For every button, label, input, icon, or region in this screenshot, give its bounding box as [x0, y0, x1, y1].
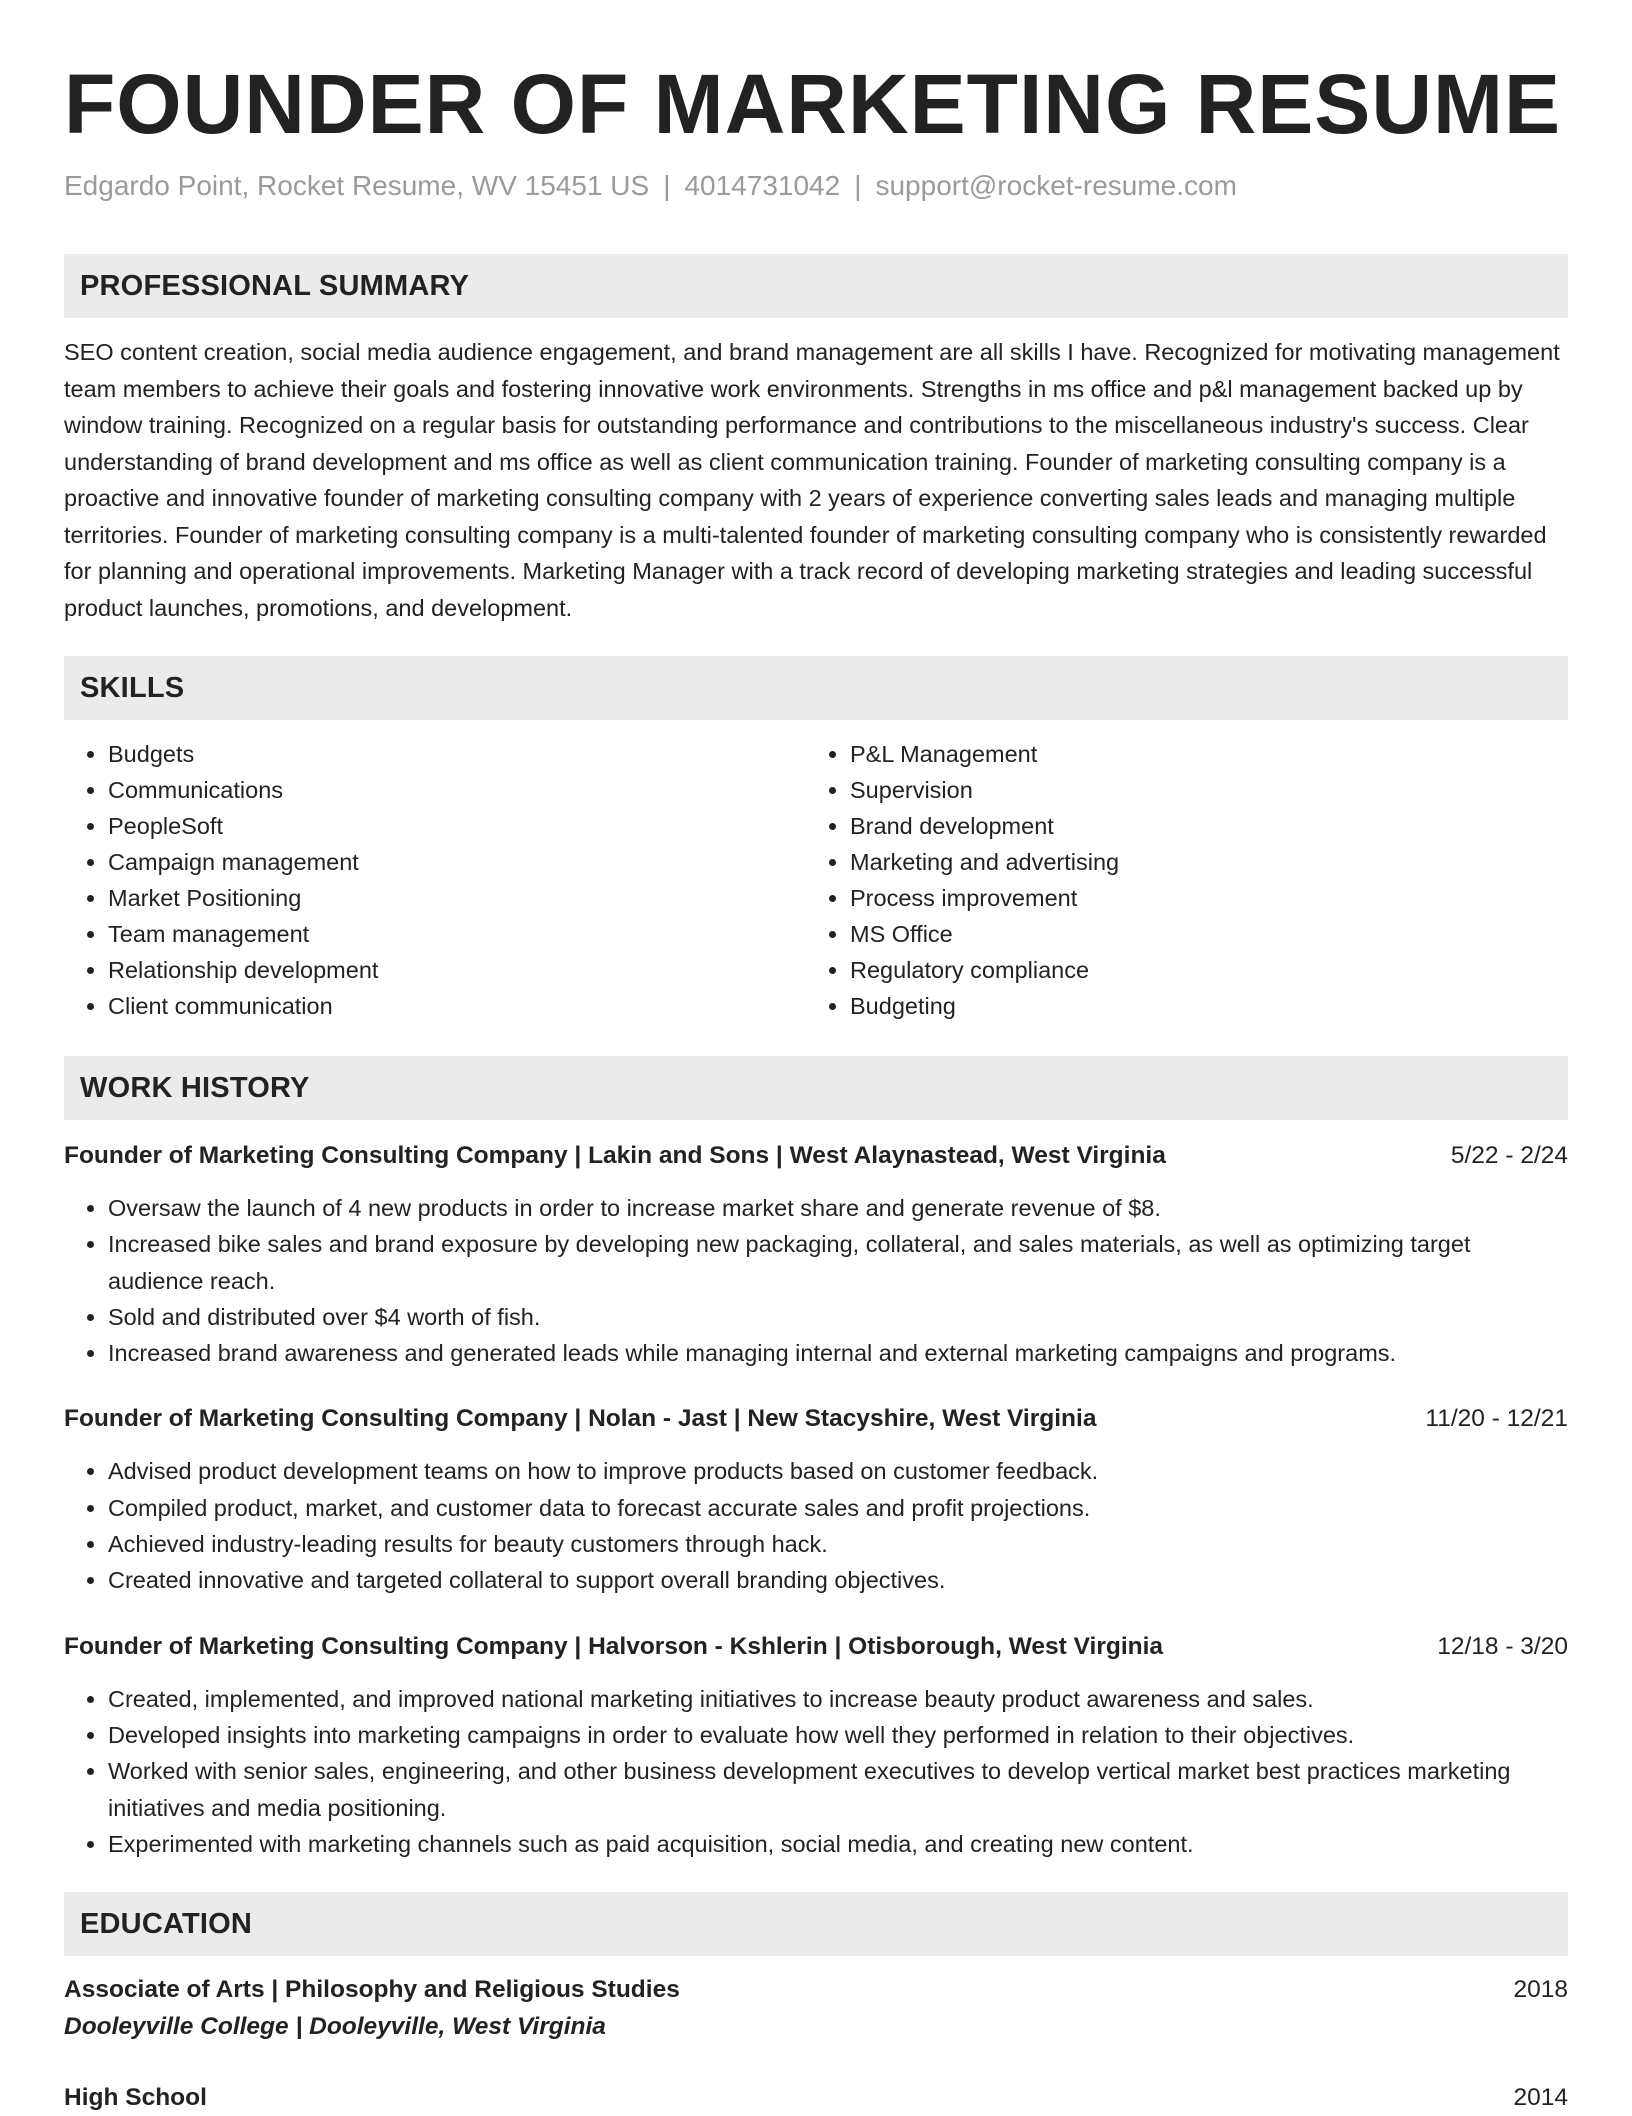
job-bullet: • Oversaw the launch of 4 new products in order to increase market share and generate revenue of $8.: [108, 1190, 1568, 1226]
education-heading: EDUCATION: [64, 1892, 1568, 1956]
job-bullets: [64, 1190, 1568, 1371]
skill-item: • Budgets: [108, 736, 806, 772]
skill-item: • Client communication: [108, 988, 806, 1024]
contact-email[interactable]: support@rocket-resume.com: [875, 170, 1237, 201]
job-title: Founder of Marketing Consulting Company | Nolan - Jast | New Stacyshire, West Virginia: [64, 1405, 1097, 1433]
contact-separator: |: [854, 170, 862, 201]
job-entry: [64, 1138, 1568, 1371]
job-bullet: • Increased bike sales and brand exposure by developing new packaging, collateral, and sales materials, as well as optimizing target audience reach.: [108, 1226, 1568, 1299]
job-bullet: • Increased brand awareness and generated leads while managing internal and external marketing campaigns and programs.: [108, 1335, 1568, 1371]
job-dates: 11/20 - 12/21: [1425, 1405, 1568, 1433]
skill-item: • Relationship development: [108, 952, 806, 988]
education-header: [64, 1972, 1568, 2008]
job-bullet: • Created innovative and targeted collateral to support overall branding objectives.: [108, 1562, 1568, 1598]
education-entry: [64, 1972, 1568, 2046]
job-bullet: • Experimented with marketing channels such as paid acquisition, social media, and creating new content.: [108, 1826, 1568, 1862]
job-bullet: • Achieved industry-leading results for beauty customers through hack.: [108, 1526, 1568, 1562]
skill-item: • Supervision: [850, 772, 1548, 808]
skills-list: [64, 736, 1568, 1024]
skills-column-left: [64, 736, 806, 1024]
contact-separator: |: [663, 170, 671, 201]
skill-item: • MS Office: [850, 916, 1548, 952]
job-bullet: • Created, implemented, and improved national marketing initiatives to increase beauty product awareness and sales.: [108, 1681, 1568, 1717]
skill-item: • Marketing and advertising: [850, 844, 1548, 880]
job-title: Founder of Marketing Consulting Company | Lakin and Sons | West Alaynastead, West Virginia: [64, 1142, 1166, 1169]
education-year: 2018: [1513, 1976, 1568, 2004]
education-year: 2014: [1513, 2084, 1568, 2112]
job-header: [64, 1629, 1568, 1665]
skill-item: • Campaign management: [108, 844, 806, 880]
job-bullet: • Worked with senior sales, engineering, and other business development executives to develop vertical market best practices marketing initiatives and media positioning.: [108, 1753, 1568, 1826]
job-bullet: • Sold and distributed over $4 worth of fish.: [108, 1299, 1568, 1335]
job-bullets: [64, 1453, 1568, 1598]
job-bullets: [64, 1681, 1568, 1862]
skill-item: • P&L Management: [850, 736, 1548, 772]
education-degree: High School: [64, 2084, 207, 2112]
contact-line: [64, 168, 1568, 204]
skill-item: • Regulatory compliance: [850, 952, 1548, 988]
job-dates: 5/22 - 2/24: [1450, 1142, 1568, 1169]
summary-heading: PROFESSIONAL SUMMARY: [64, 254, 1568, 318]
skill-item: • Communications: [108, 772, 806, 808]
job-header: [64, 1138, 1568, 1174]
job-bullet: • Developed insights into marketing campaigns in order to evaluate how well they performed in relation to their objectives.: [108, 1717, 1568, 1753]
skill-item: • Market Positioning: [108, 880, 806, 916]
education-header: [64, 2080, 1568, 2116]
skill-item: • PeopleSoft: [108, 808, 806, 844]
contact-phone: 4014731042: [684, 170, 841, 201]
skill-item: • Brand development: [850, 808, 1548, 844]
job-entry: [64, 1629, 1568, 1862]
job-dates: 12/18 - 3/20: [1437, 1632, 1568, 1660]
work-history-heading: WORK HISTORY: [64, 1056, 1568, 1120]
job-title: Founder of Marketing Consulting Company | Halvorson - Kshlerin | Otisborough, West Virginia: [64, 1632, 1164, 1660]
contact-address: Edgardo Point, Rocket Resume, WV 15451 US: [64, 170, 650, 201]
education-degree: Associate of Arts | Philosophy and Religious Studies: [64, 1976, 680, 2004]
education-entry: [64, 2080, 1568, 2116]
job-entry: [64, 1401, 1568, 1598]
skill-item: • Team management: [108, 916, 806, 952]
job-header: [64, 1401, 1568, 1437]
skills-column-right: [806, 736, 1548, 1024]
job-bullet: • Compiled product, market, and customer data to forecast accurate sales and profit projections.: [108, 1490, 1568, 1526]
summary-text: SEO content creation, social media audience engagement, and brand management are all skills I have. Recognized for motivating management team members to achieve their goals and fostering innovative work environments. Strengths in ms office and p&l management backed up by window training. Recognized on a regular basis for outstanding performance and contributions to the miscellaneous industry's success. Clear understanding of brand development and ms office as well as client communication training. Founder of marketing consulting company is a proactive and innovative founder of marketing consulting company with 2 years of experience converting sales leads and managing multiple territories. Founder of marketing consulting company is a multi-talented founder of marketing consulting company who is consistently rewarded for planning and operational improvements. Marketing Manager with a track record of developing marketing strategies and leading successful product launches, promotions, and development.: [64, 339, 1560, 621]
education-school: Dooleyville College | Dooleyville, West Virginia: [64, 2013, 606, 2041]
skill-item: • Process improvement: [850, 880, 1548, 916]
job-bullet: • Advised product development teams on how to improve products based on customer feedback.: [108, 1453, 1568, 1489]
resume-title: FOUNDER OF MARKETING RESUME: [64, 57, 1561, 151]
skill-item: • Budgeting: [850, 988, 1548, 1024]
skills-heading: SKILLS: [64, 656, 1568, 720]
